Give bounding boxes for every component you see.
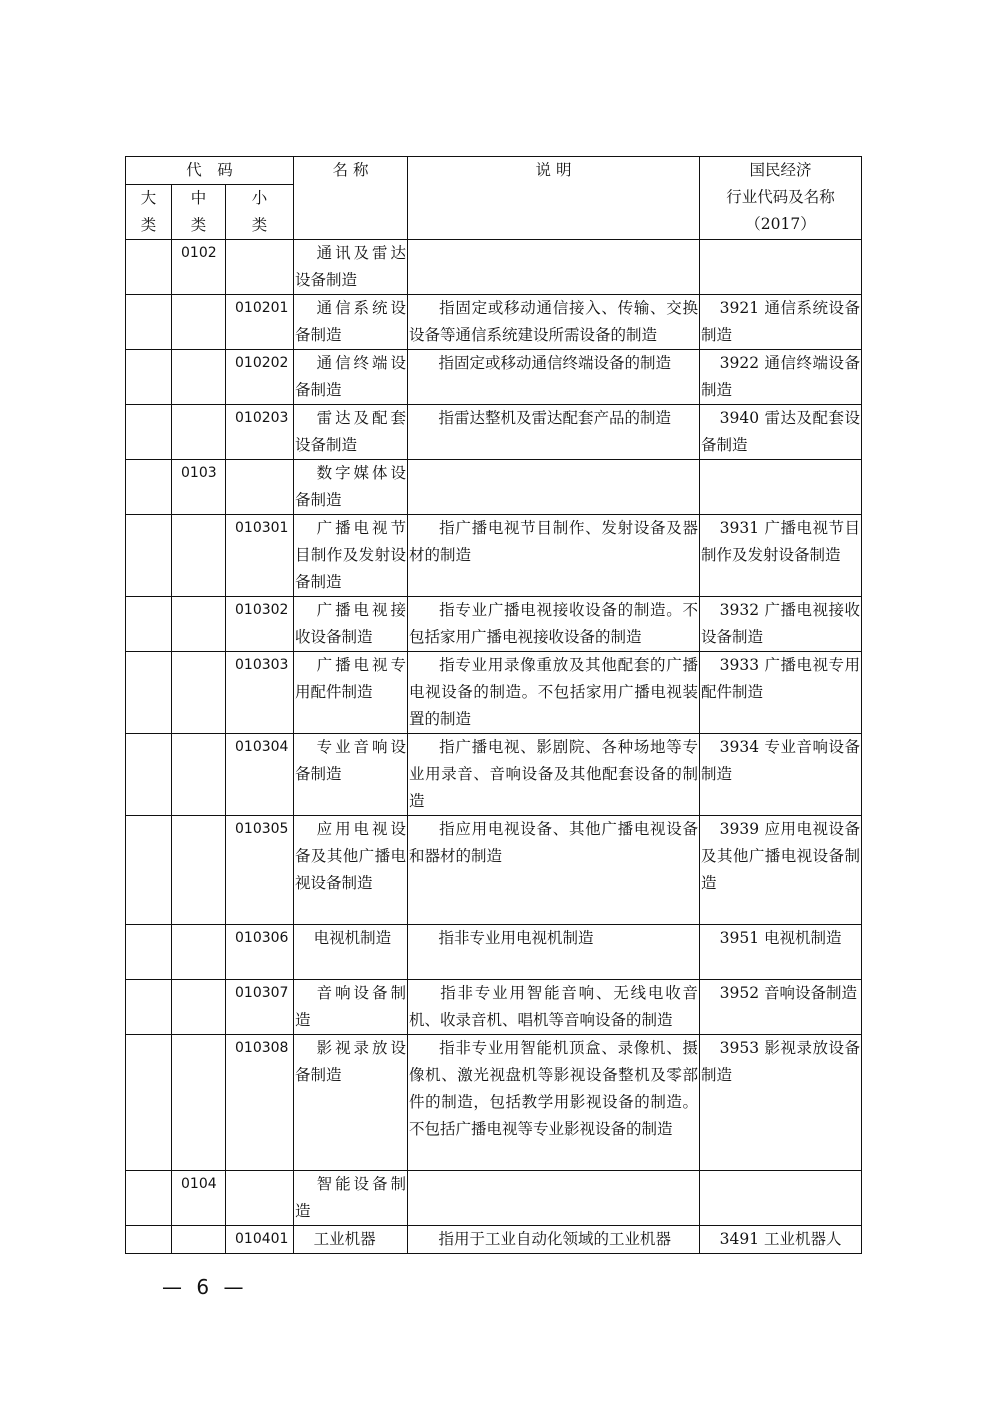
description-cell: 指固定或移动通信接入、传输、交换设备等通信系统建设所需设备的制造: [408, 295, 700, 350]
major-class-cell: [126, 1226, 172, 1254]
minor-class-cell: 010305: [226, 816, 294, 925]
minor-class-cell: 010303: [226, 652, 294, 734]
major-class-cell: [126, 405, 172, 460]
national-industry-header: [700, 157, 862, 240]
description-cell: 指广播电视、影剧院、各种场地等专业用录音、音响设备及其他配套设备的制造: [408, 734, 700, 816]
major-class-cell: [126, 597, 172, 652]
middle-class-cell: [172, 1035, 226, 1171]
table-row: [126, 460, 862, 515]
minor-class-cell: 010308: [226, 1035, 294, 1171]
name-cell: 通信终端设备制造: [294, 350, 408, 405]
minor-class-cell: 010401: [226, 1226, 294, 1254]
table-row: [126, 734, 862, 816]
major-class-cell: [126, 816, 172, 925]
name-cell: 广播电视接收设备制造: [294, 597, 408, 652]
minor-class-cell: [226, 460, 294, 515]
name-cell: 影视录放设备制造: [294, 1035, 408, 1171]
national-industry-cell: [700, 460, 862, 515]
national-industry-cell: 3934 专业音响设备制造: [700, 734, 862, 816]
table-row: [126, 295, 862, 350]
national-industry-cell: 3932 广播电视接收设备制造: [700, 597, 862, 652]
middle-class-cell: 0102: [172, 240, 226, 295]
national-industry-cell: 3951 电视机制造: [700, 925, 862, 980]
national-industry-cell: [700, 240, 862, 295]
major-class-cell: [126, 350, 172, 405]
name-cell: 雷达及配套设备制造: [294, 405, 408, 460]
description-cell: 指固定或移动通信终端设备的制造: [408, 350, 700, 405]
minor-class-cell: 010202: [226, 350, 294, 405]
description-cell: 指非专业用智能机顶盒、录像机、摄像机、激光视盘机等影视设备整机及零部件的制造，包括教学用影视设备的制造。不包括广播电视等专业影视设备的制造: [408, 1035, 700, 1171]
minor-class-cell: [226, 1171, 294, 1226]
middle-class-cell: 0103: [172, 460, 226, 515]
table-row: [126, 405, 862, 460]
middle-class-cell: [172, 816, 226, 925]
description-cell: 指用于工业自动化领域的工业机器: [408, 1226, 700, 1254]
table-row: [126, 980, 862, 1035]
middle-class-cell: [172, 405, 226, 460]
description-cell: 指雷达整机及雷达配套产品的制造: [408, 405, 700, 460]
national-industry-header-line1: 国民经济: [749, 161, 812, 179]
middle-class-header: 中 类: [172, 185, 226, 240]
middle-class-cell: 0104: [172, 1171, 226, 1226]
table-row: [126, 1035, 862, 1171]
minor-class-cell: 010307: [226, 980, 294, 1035]
description-cell: [408, 240, 700, 295]
table-row: [126, 1171, 862, 1226]
national-industry-cell: 3933 广播电视专用配件制造: [700, 652, 862, 734]
name-cell: 通讯及雷达设备制造: [294, 240, 408, 295]
middle-class-cell: [172, 295, 226, 350]
national-industry-header-line3: （2017）: [745, 215, 816, 233]
national-industry-cell: 3931 广播电视节目制作及发射设备制造: [700, 515, 862, 597]
table-row: [126, 240, 862, 295]
national-industry-cell: 3939 应用电视设备及其他广播电视设备制造: [700, 816, 862, 925]
middle-class-cell: [172, 652, 226, 734]
name-cell: 专业音响设备制造: [294, 734, 408, 816]
middle-class-cell: [172, 1226, 226, 1254]
name-cell: 应用电视设备及其他广播电视设备制造: [294, 816, 408, 925]
name-cell: 智能设备制造: [294, 1171, 408, 1226]
table-body: [126, 240, 862, 1254]
major-class-header: 大 类: [126, 185, 172, 240]
national-industry-cell: 3491 工业机器人: [700, 1226, 862, 1254]
classification-table: [125, 156, 862, 1254]
middle-class-cell: [172, 350, 226, 405]
national-industry-cell: 3922 通信终端设备制造: [700, 350, 862, 405]
description-cell: 指专业广播电视接收设备的制造。不包括家用广播电视接收设备的制造: [408, 597, 700, 652]
description-cell: [408, 1171, 700, 1226]
description-cell: 指非专业用智能音响、无线电收音机、收录音机、唱机等音响设备的制造: [408, 980, 700, 1035]
name-cell: 音响设备制造: [294, 980, 408, 1035]
major-class-cell: [126, 734, 172, 816]
national-industry-cell: 3940 雷达及配套设备制造: [700, 405, 862, 460]
national-industry-cell: 3952 音响设备制造: [700, 980, 862, 1035]
national-industry-header-line2: 行业代码及名称: [726, 188, 835, 206]
minor-class-cell: 010301: [226, 515, 294, 597]
middle-class-cell: [172, 597, 226, 652]
middle-class-cell: [172, 925, 226, 980]
name-cell: 通信系统设备制造: [294, 295, 408, 350]
name-cell: 电视机制造: [294, 925, 408, 980]
table-row: [126, 350, 862, 405]
description-header: 说 明: [408, 157, 700, 240]
national-industry-cell: 3921 通信系统设备制造: [700, 295, 862, 350]
minor-class-cell: 010306: [226, 925, 294, 980]
major-class-cell: [126, 240, 172, 295]
code-group-header: 代 码: [126, 157, 294, 185]
major-class-cell: [126, 460, 172, 515]
major-class-cell: [126, 652, 172, 734]
major-class-cell: [126, 295, 172, 350]
major-class-cell: [126, 1035, 172, 1171]
table-row: [126, 925, 862, 980]
table-row: [126, 1226, 862, 1254]
description-cell: 指非专业用电视机制造: [408, 925, 700, 980]
national-industry-cell: 3953 影视录放设备制造: [700, 1035, 862, 1171]
minor-class-cell: [226, 240, 294, 295]
minor-class-cell: 010304: [226, 734, 294, 816]
major-class-cell: [126, 980, 172, 1035]
middle-class-cell: [172, 980, 226, 1035]
major-class-cell: [126, 515, 172, 597]
description-cell: 指专业用录像重放及其他配套的广播电视设备的制造。不包括家用广播电视装置的制造: [408, 652, 700, 734]
middle-class-cell: [172, 734, 226, 816]
name-cell: 广播电视节目制作及发射设备制造: [294, 515, 408, 597]
minor-class-header: 小 类: [226, 185, 294, 240]
middle-class-cell: [172, 515, 226, 597]
table-row: [126, 597, 862, 652]
major-class-cell: [126, 925, 172, 980]
description-cell: 指应用电视设备、其他广播电视设备和器材的制造: [408, 816, 700, 925]
major-class-cell: [126, 1171, 172, 1226]
name-cell: 工业机器: [294, 1226, 408, 1254]
minor-class-cell: 010201: [226, 295, 294, 350]
table-row: [126, 652, 862, 734]
description-cell: 指广播电视节目制作、发射设备及器材的制造: [408, 515, 700, 597]
minor-class-cell: 010302: [226, 597, 294, 652]
name-header: 名 称: [294, 157, 408, 240]
page-number: — 6 —: [162, 1275, 248, 1299]
name-cell: 数字媒体设备制造: [294, 460, 408, 515]
description-cell: [408, 460, 700, 515]
national-industry-cell: [700, 1171, 862, 1226]
name-cell: 广播电视专用配件制造: [294, 652, 408, 734]
table-row: [126, 816, 862, 925]
minor-class-cell: 010203: [226, 405, 294, 460]
table-row: [126, 515, 862, 597]
